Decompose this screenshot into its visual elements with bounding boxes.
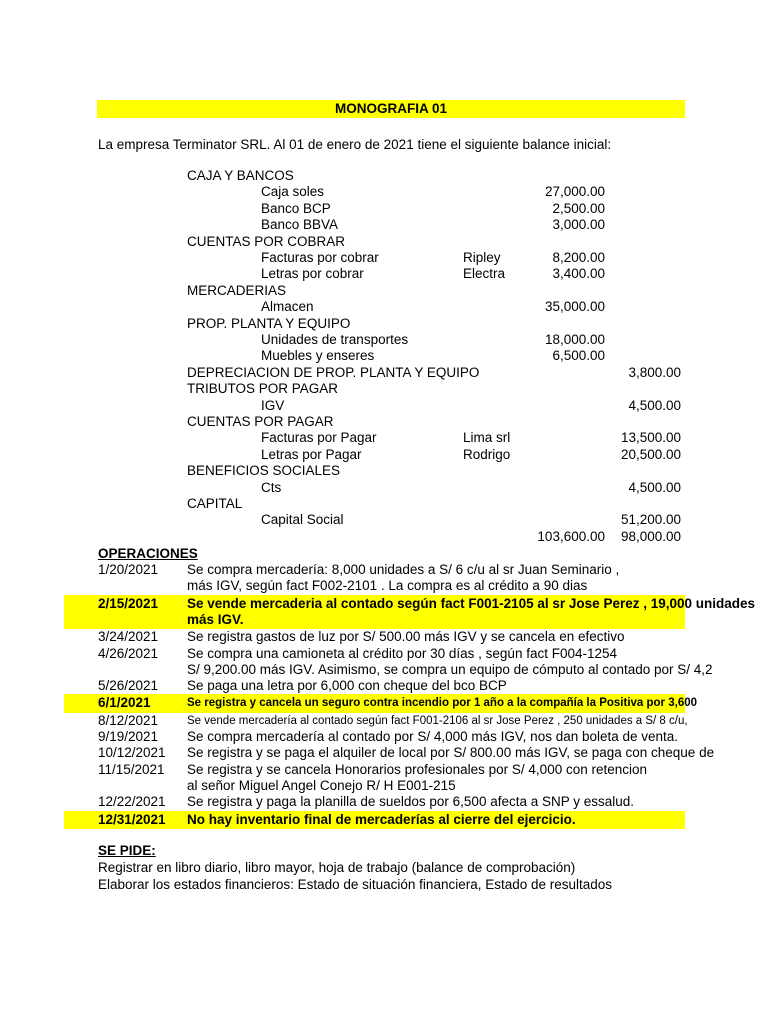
account-label: Almacen [261,299,314,315]
account-label: Muebles y enseres [261,348,375,364]
account-group-label: CAPITAL [187,496,243,511]
operation-description: Se registra gastos de luz por S/ 500.00 más IGV y se cancela en efectivo [187,629,625,645]
account-group-label: CAJA Y BANCOS [187,168,294,183]
account-group-label: TRIBUTOS POR PAGAR [187,381,339,397]
account-label: Capital Social [261,512,344,528]
debit-amount: 3,000.00 [552,217,605,233]
account-label: Unidades de transportes [261,332,409,347]
account-reference: Electra [463,266,506,282]
account-label: Banco BBVA [261,217,339,233]
debit-amount: 6,500.00 [552,348,605,364]
operation-date: 8/12/2021 [98,712,159,728]
operation-date: 11/15/2021 [98,761,165,777]
credit-amount: 4,500.00 [628,397,681,413]
credit-amount: 4,500.00 [628,479,681,495]
operation-description: Se paga una letra por 6,000 con cheque del bco BCP [187,678,507,694]
se-pide-heading: SE PIDE: [98,843,156,858]
account-reference: Rodrigo [463,446,511,462]
operation-date: 3/24/2021 [98,629,159,645]
account-label: Banco BCP [261,200,331,216]
operation-description: Se registra y se paga el alquiler de local por S/ 800.00 más IGV, se paga con cheque de [187,745,715,761]
operation-description: Se compra una camioneta al crédito por 30 días , según fact F004-1254 [187,645,618,661]
operation-date: 4/26/2021 [98,645,159,661]
operation-description: Se registra y se cancela Honorarios profesionales por S/ 4,000 con retencion [187,761,648,777]
account-group-label: CUENTAS POR PAGAR [187,414,334,429]
operation-description: Se registra y paga la planilla de sueldos por 6,500 afecta a SNP y essalud. [187,794,635,810]
operation-description: Se compra mercadería: 8,000 unidades a S/ 6 c/u al sr Juan Seminario , [187,562,620,577]
account-reference: Lima srl [463,430,511,446]
account-group-label: BENEFICIOS SOCIALES [187,463,341,479]
debit-amount: 35,000.00 [544,299,605,315]
operation-description: S/ 9,200.00 más IGV. Asimismo, se compra un equipo de cómputo al contado por S/ 4,2 [187,661,713,677]
operation-date: 12/22/2021 [98,794,166,810]
operations-heading: OPERACIONES [98,546,198,561]
account-label: Caja soles [261,184,325,200]
operation-description: No hay inventario final de mercaderías al cierre del ejercicio. [187,811,576,827]
account-reference: Ripley [463,250,501,265]
intro-text: La empresa Terminator SRL. Al 01 de enero de 2021 tiene el siguiente balance inicial: [98,137,612,152]
operation-description: Se compra mercadería al contado por S/ 4,000 más IGV, nos dan boleta de venta. [187,729,679,744]
total-debit: 103,600.00 [537,528,605,544]
operation-date: 6/1/2021 [98,695,151,711]
debit-amount: 3,400.00 [552,266,605,282]
operation-date: 12/31/2021 [98,811,166,827]
se-pide-item: Elaborar los estados financieros: Estado de situación financiera, Estado de resultados [98,876,613,892]
operation-date: 9/19/2021 [98,729,159,744]
operation-date: 5/26/2021 [98,678,159,694]
account-group-label: PROP. PLANTA Y EQUIPO [187,315,351,331]
operation-description: más IGV. [187,611,244,627]
account-label: Letras por Pagar [261,446,362,462]
credit-amount: 13,500.00 [620,430,681,446]
debit-amount: 2,500.00 [552,200,605,216]
account-label: Letras por cobrar [261,266,364,282]
account-group-label: CUENTAS POR COBRAR [187,233,346,249]
operation-description: Se registra y cancela un seguro contra incendio por 1 año a la compañía la Positiva por 3,600 [187,697,698,710]
account-label: Facturas por cobrar [261,250,379,265]
credit-amount: 51,200.00 [620,512,681,528]
operation-description: Se vende mercadería al contado según fact F001-2106 al sr Jose Perez , 250 unidades a S/ 8 c/u, [187,714,688,727]
operation-description: al señor Miguel Angel Conejo R/ H E001-215 [187,777,456,793]
account-label: Cts [261,479,282,495]
debit-amount: 8,200.00 [552,250,605,265]
account-label: IGV [261,397,285,413]
se-pide-item: Registrar en libro diario, libro mayor, hoja de trabajo (balance de comprobación) [98,860,576,875]
operation-description: Se vende mercaderia al contado según fact F001-2105 al sr Jose Perez , 19,000 unidades [187,595,756,611]
operation-description: más IGV, según fact F002-2101 . La compra es al crédito a 90 dias [187,578,588,594]
account-label: Facturas por Pagar [261,430,377,446]
page-title: MONOGRAFIA 01 [334,101,447,116]
debit-amount: 27,000.00 [544,184,605,200]
total-credit: 98,000.00 [620,528,681,544]
operation-date: 1/20/2021 [98,562,159,577]
operation-date: 2/15/2021 [98,595,159,611]
operation-date: 10/12/2021 [98,745,166,761]
credit-amount: 20,500.00 [620,446,681,462]
credit-amount: 3,800.00 [628,364,681,380]
account-group-label: DEPRECIACION DE PROP. PLANTA Y EQUIPO [187,364,480,380]
debit-amount: 18,000.00 [544,332,605,347]
account-group-label: MERCADERIAS [187,282,287,298]
